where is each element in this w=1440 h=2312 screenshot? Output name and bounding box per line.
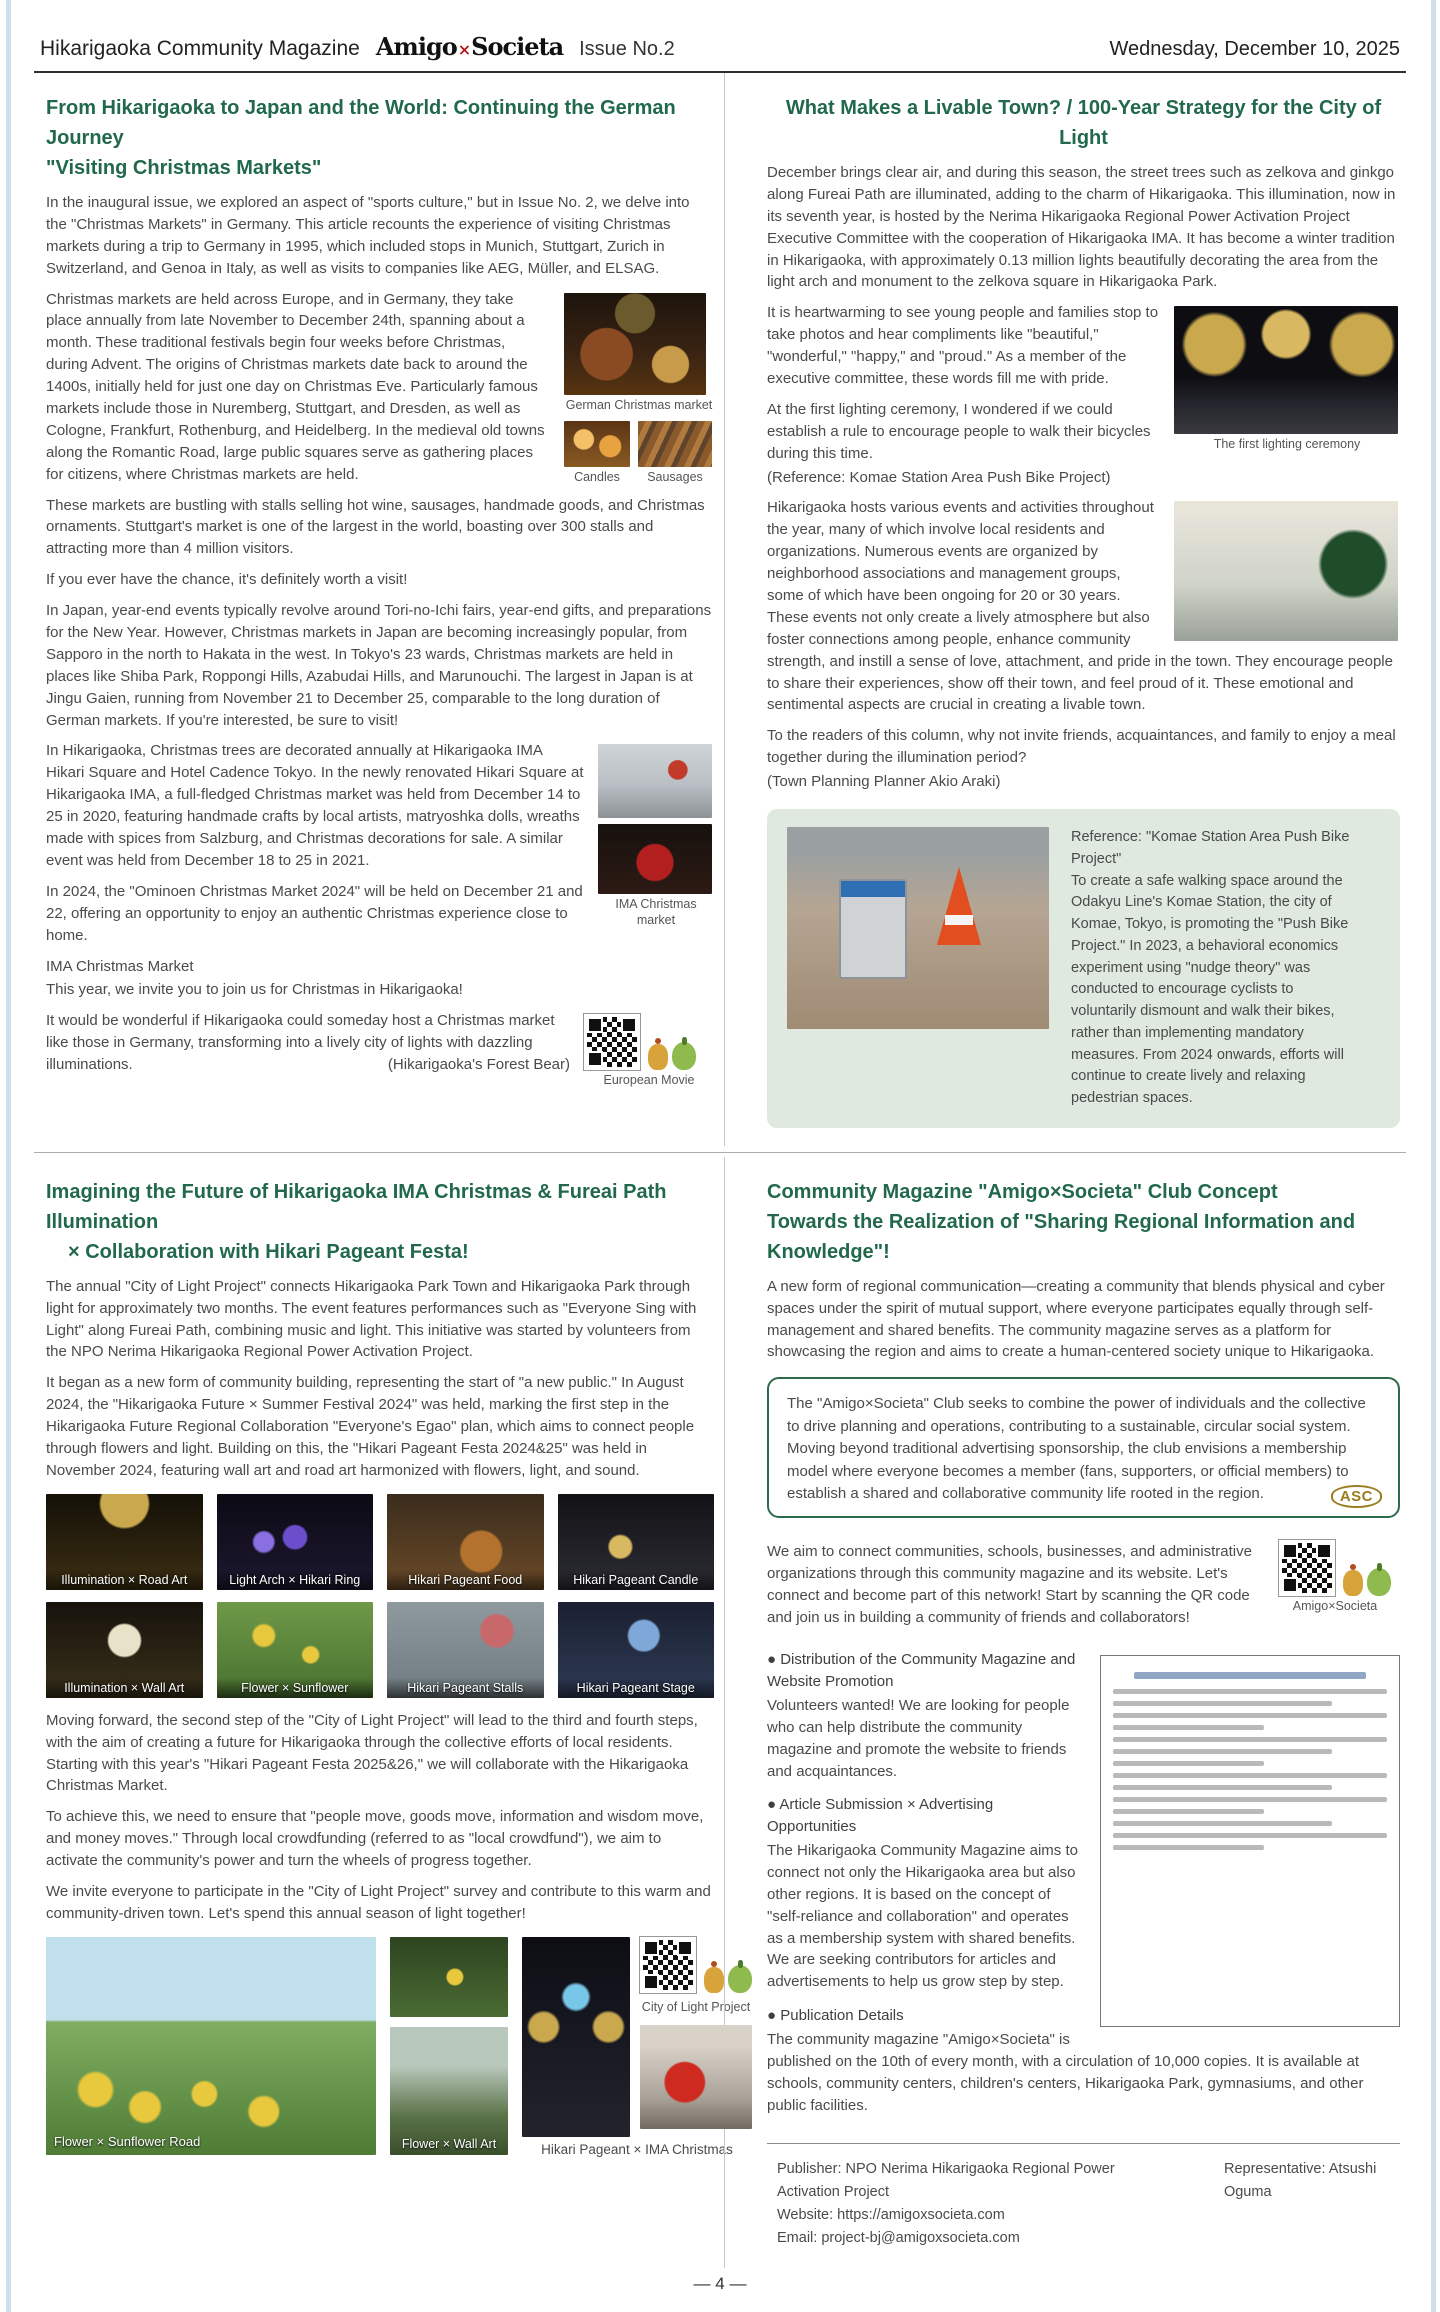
photo-sunflowers — [390, 1937, 508, 2017]
article-title: Community Magazine "Amigo×Societa" Club Concept Towards the Realization of "Sharing Regional Information and Knowledge"! — [767, 1180, 1356, 1263]
mascot-characters-icon — [1343, 1568, 1391, 1596]
reference-text: Reference: "Komae Station Area Push Bike Project" To create a safe walking space around the Odakyu Line's Komae Station, the city of Komae, Tokyo, is promoting the "Push Bike Project." In 2023, a behavioral economics experiment using "nudge theory" was conducted to encourage cyclists to voluntarily dismount and walk their bikes, rather than implementing mandatory measures. From 2024 onwards, efforts will continue to create lively and relaxing pedestrian spaces. — [1071, 829, 1350, 1107]
paragraph: A new form of regional communication—creating a community that blends physical and cyber spaces under the spirit of mutual support, where everyone participates equally through self-management and shared benefits. The community magazine serves as a platform for showcasing the region and aims to create a human-centered society unique to Hikarigaoka. — [767, 1277, 1385, 1361]
bullet-heading: ● Publication Details — [767, 2007, 904, 2025]
magazine-name: Hikarigaoka Community Magazine — [40, 37, 360, 60]
paragraph: It would be wonderful if Hikarigaoka could someday host a Christmas market like those in Germany, transforming into a lively city of lights with dazzling illuminations. (Hikarigaoka's Forest Bear) — [46, 1010, 714, 1095]
bullet-body: The community magazine "Amigo×Societa" is published on the 10th of every month, with a circulation of 10,000 copies. It is available at schools, community centers, children's centers, Hikarigaoka Park, gymnasiums, and other public facilities. — [767, 2030, 1364, 2114]
publisher: Publisher: NPO Nerima Hikarigaoka Regional Power Activation Project — [777, 2160, 1115, 2200]
paragraph: Hikarigaoka hosts various events and activities throughout the year, many of which involve local residents and organizations. Numerous events are organized by neighborhood associations and management groups, some of which have been ongoing for 20 or 30 years. These events not only create a lively atmosphere but also foster connections among people, enhance community strength, and instill a sense of love, attachment, and pride in the town. They encourage people to share their experiences, show off their town, and feel proud of it. These emotional and sentimental aspects are crucial in creating a livable town. — [767, 499, 1393, 714]
paragraph: (Town Planning Planner Akio Araki) — [767, 773, 1001, 791]
paragraph: In the inaugural issue, we explored an aspect of "sports culture," but in Issue No. 2, we delve into the "Christmas Markets" in Germany. This article recounts the experience of visiting Christmas markets during a trip to Germany in 1995, which included stops in Munich, Stuttgart, Zurich in Switzerland, and Genoa in Italy, as well as visits to companies like AEG, Müller, and ELSAG. — [46, 194, 690, 277]
top-section — [34, 73, 1406, 1146]
paragraph: At the first lighting ceremony, I wondered if we could establish a rule to encourage people to walk their bicycles during this time. — [767, 400, 1151, 462]
qr-code-amigo-societa — [1279, 1540, 1335, 1596]
qr-code-city-of-light — [640, 1937, 696, 1993]
club-details — [767, 1649, 1400, 2124]
paragraph: In 2024, the "Ominoen Christmas Market 2024" will be held on December 21 and 22, offering an opportunity to enjoy an authentic Christmas experience close to home. — [46, 882, 583, 944]
photo-caption: IMA Christmas market — [615, 897, 697, 928]
photo-illumination-road-art: Illumination × Road Art — [46, 1494, 203, 1590]
photo-sausages — [638, 421, 712, 467]
bullet-heading: ● Article Submission × Advertising Opportunities — [767, 1796, 994, 1836]
pageant-ima-group — [522, 1937, 752, 2157]
photo-hikari-pageant-stage: Hikari Pageant Stage — [558, 1602, 715, 1698]
photo-caption: Amigo×Societa — [1292, 1598, 1378, 1613]
issue-number: Issue No.2 — [579, 38, 675, 60]
paragraph: In Japan, year-end events typically revolve around Tori-no-Ichi fairs, year-end gifts, and preparations for the New Year. However, Christmas markets in Japan are becoming increasingly popular, from Sapporo in the north to Hakata in the west. In Tokyo's 23 wards, Christmas markets are held in places like Shiba Park, Roppongi Hills, Azabudai Hills, and Marunouchi. The largest in Japan is at Jingu Gaien, running from November 21 to December 25, comparable to the long duration of German markets. If you're interested, be sure to visit! — [46, 602, 712, 729]
mascot-characters-icon — [648, 1042, 696, 1070]
page-number: — 4 — — [693, 2274, 747, 2294]
author-credit: (Hikarigaoka's Forest Bear) — [387, 1056, 570, 1074]
photo-caption: German Christmas market — [565, 397, 713, 412]
photo-hikari-pageant-candle: Hikari Pageant Candle — [558, 1494, 715, 1590]
photo-flower-sunflower: Flower × Sunflower — [217, 1602, 374, 1698]
paragraph: (Reference: Komae Station Area Push Bike Project) — [767, 468, 1111, 486]
photo-hikari-pageant-stalls: Hikari Pageant Stalls — [387, 1602, 544, 1698]
masthead — [34, 18, 1406, 73]
paragraph: We aim to connect communities, schools, businesses, and administrative organizations through this community magazine and its website. Let's connect and become part of this network! Start by scanning the QR code and join us in building a community of friends and collaborators! — [767, 1542, 1252, 1626]
logo-x-mark: × — [457, 40, 471, 59]
article-club-concept — [724, 1157, 1406, 2268]
article-hikari-pageant — [34, 1157, 751, 2268]
photo-hikari-pageant-food: Hikari Pageant Food — [387, 1494, 544, 1590]
club-box-text: The "Amigo×Societa" Club seeks to combine the power of individuals and the collective to drive planning and operations, contributing to a sustainable, circular social system. Moving beyond traditional advertising sponsorship, the club envisions a membership model where everyone becomes a member (fans, supporters, or official members) to establish a shared and collaborative community life rooted in the region. — [787, 1395, 1366, 1503]
paragraph: If you ever have the chance, it's definitely worth a visit! — [46, 571, 408, 589]
photo-caption: Sausages — [647, 470, 703, 485]
bottom-photo-cluster — [46, 1937, 751, 2157]
photo-caption: Hikari Pageant × IMA Christmas — [541, 2141, 733, 2157]
article-title: Imagining the Future of Hikarigaoka IMA Christmas & Fureai Path Illumination × Collaboration with Hikari Pageant Festa! — [46, 1180, 667, 1263]
paragraph: To the readers of this column, why not invite friends, acquaintances, and family to enjoy a meal together during the illumination period? — [767, 727, 1396, 767]
article-title: What Makes a Livable Town? / 100-Year Strategy for the City of Light — [785, 97, 1382, 149]
bullet-heading: ● Distribution of the Community Magazine and Website Promotion — [767, 1651, 1076, 1691]
photo-german-christmas-market — [564, 293, 706, 395]
traffic-cone — [937, 867, 981, 945]
figure-lighting-ceremony — [1174, 306, 1400, 453]
paragraph: Christmas markets are held across Europe, and in Germany, they take place annually from late November to December 24th, spanning about a month. These traditional festivals begin four weeks before Christmas, during Advent. The origins of Christmas markets date back to around the 1400s, initially held for just one day on Christmas Eve. Particularly famous markets include those in Nuremberg, Stuttgart, and Dresden, as well as Cologne, Frankfurt, Rothenburg, and Heidelberg. In the medieval old towns along the Romantic Road, large public squares serve as gathering places for citizens, where Christmas markets are held. — [46, 290, 545, 483]
paragraph: These markets are bustling with stalls selling hot wine, sausages, handmade goods, and Christmas ornaments. Stuttgart's market is one of the largest in the world, boasting over 300 stalls and attracting more than 4 million visitors. — [46, 496, 705, 558]
photo-push-bike-sign — [787, 827, 1049, 1029]
figure-amigo-societa-qr — [1270, 1532, 1400, 1615]
article-livable-town — [724, 73, 1406, 1146]
photo-illumination-wall-art: Illumination × Wall Art — [46, 1602, 203, 1698]
photo-ima-red-tree — [598, 824, 712, 894]
club-concept-box — [767, 1377, 1400, 1518]
paragraph: In Hikarigaoka, Christmas trees are decorated annually at Hikarigaoka IMA Hikari Square and Hotel Cadence Tokyo. In the newly renovated Hikari Square at Hikarigaoka IMA, a full-fledged Christmas market was held from December 14 to 25 in 2020, featuring handmade crafts by local artists, matryoshka dolls, wreaths made with spices from Salzburg, and Christmas decorations for sale. A similar event was held from December 18 to 25 in 2021. — [46, 742, 584, 869]
reference-box-push-bike — [767, 809, 1400, 1128]
push-bike-sign — [839, 879, 907, 979]
figure-ima-market — [598, 744, 714, 928]
bottom-section — [34, 1157, 1406, 2268]
paragraph: Moving forward, the second step of the "City of Light Project" will lead to the third and fourth steps, with the aim of creating a future for Hikarigaoka through the collective efforts of local residents. Starting with this year's "Hikari Pageant Festa 2025&26," we will collaborate with the Hikarigaoka Christmas Market. — [46, 1711, 698, 1795]
website: Website: https://amigoxsocieta.com — [777, 2206, 1005, 2223]
network-invitation — [767, 1532, 1400, 1638]
article-german-journey — [34, 73, 724, 1146]
paragraph: This year, we invite you to join us for Christmas in Hikarigaoka! — [46, 981, 463, 999]
paragraph: To achieve this, we need to ensure that "people move, goods move, information and wisdom move, and money moves." Through local crowdfunding (referred to as "local crowdfund"), we aim to activate the community's power and turn the wheels of progress together. — [46, 1808, 704, 1870]
publisher-divider — [767, 2143, 1400, 2144]
paragraph: The annual "City of Light Project" connects Hikarigaoka Park Town and Hikarigaoka Park through light for approximately two months. The event features performances such as "Everyone Sing with Light" along Fureai Path, combining music and light. This initiative was started by volunteers from the NPO Nerima Hikarigaoka Regional Power Activation Project. — [46, 1277, 697, 1361]
photo-gallery-row2 — [46, 1602, 714, 1698]
paragraph: We invite everyone to participate in the "City of Light Project" survey and contribute to this warm and community-driven town. Let's spend this annual season of light together! — [46, 1883, 711, 1922]
figure-european-movie — [584, 1014, 714, 1089]
photo-caption: The first lighting ceremony — [1213, 437, 1361, 452]
photo-flower-sunflower-road: Flower × Sunflower Road — [46, 1937, 376, 2155]
photo-community-event — [1174, 501, 1398, 641]
email: Email: project-bj@amigoxsocieta.com — [777, 2230, 1020, 2247]
photo-caption: Candles — [574, 470, 620, 485]
publisher-block — [767, 2158, 1400, 2251]
representative: Representative: Atsushi Oguma — [1223, 2160, 1377, 2200]
article-title: From Hikarigaoka to Japan and the World: Continuing the German Journey "Visiting Christmas Markets" — [46, 97, 676, 179]
paragraph: IMA Christmas Market — [46, 957, 194, 975]
paragraph: It is heartwarming to see young people and families stop to take photos and hear compliments like "beautiful," "wonderful," "happy," and "proud." As a member of the executive committee, these words fill me with pride. — [767, 304, 1159, 388]
figure-german-market — [564, 293, 714, 486]
photo-flower-wall-art-stack — [390, 1937, 508, 2157]
photo-light-arch-hikari-ring: Light Arch × Hikari Ring — [217, 1494, 374, 1590]
photo-candles — [564, 421, 630, 467]
photo-first-lighting-ceremony — [1174, 306, 1398, 434]
figure-community-event — [1174, 501, 1400, 641]
photo-caption: City of Light Project — [641, 1999, 751, 2014]
section-divider — [34, 1152, 1406, 1153]
photo-caption: European Movie — [603, 1073, 695, 1088]
photo-flower-wall-art: Flower × Wall Art — [390, 2027, 508, 2155]
membership-form-thumbnail — [1100, 1655, 1400, 2027]
photo-ima-christmas-santa — [640, 2025, 752, 2129]
qr-code-european-movie — [584, 1014, 640, 1070]
asc-badge: ASC — [1331, 1485, 1382, 1508]
issue-date: Wednesday, December 10, 2025 — [1109, 38, 1400, 60]
photo-hikari-pageant-monument — [522, 1937, 630, 2137]
bullet-body: The Hikarigaoka Community Magazine aims to connect not only the Hikarigaoka area but also other regions. It is based on the concept of "self-reliance and collaboration" and operates as a membership system with shared benefits. We are seeking contributors for articles and advertisements to help us grow step by step. — [767, 1841, 1078, 1991]
paragraph: It began as a new form of community building, representing the start of "a new public." In August 2024, the "Hikarigaoka Future × Summer Festival 2024" was held, marking the first step in the Hikarigaoka Future Regional Collaboration "Everyone's Egao" plan, which aims to connect people through flowers and light. Building on this, the "Hikari Pageant Festa 2024&25" was held in November 2024, featuring wall art and road art harmonized with flowers, light, and sound. — [46, 1374, 695, 1479]
bullet-body: Volunteers wanted! We are looking for people who can help distribute the community magazine and promote the website to friends and acquaintances. — [767, 1696, 1070, 1780]
photo-ima-market-interior — [598, 744, 712, 818]
paragraph: December brings clear air, and during this season, the street trees such as zelkova and ginkgo along Fureai Path are illuminated, adding to the charm of Hikarigaoka. This illumination, now in its seventh year, is hosted by the Nerima Hikarigaoka Regional Power Activation Project Executive Committee with the cooperation of Hikarigaoka IMA. It has become a winter tradition in Hikarigaoka, with approximately 0.13 million lights beautifully decorating the area from the light arch and monument to the zelkova square in Hikarigaoka Park. — [767, 164, 1396, 291]
photo-gallery-row1 — [46, 1494, 714, 1590]
magazine-logo: Amigo×Societa — [375, 32, 564, 61]
